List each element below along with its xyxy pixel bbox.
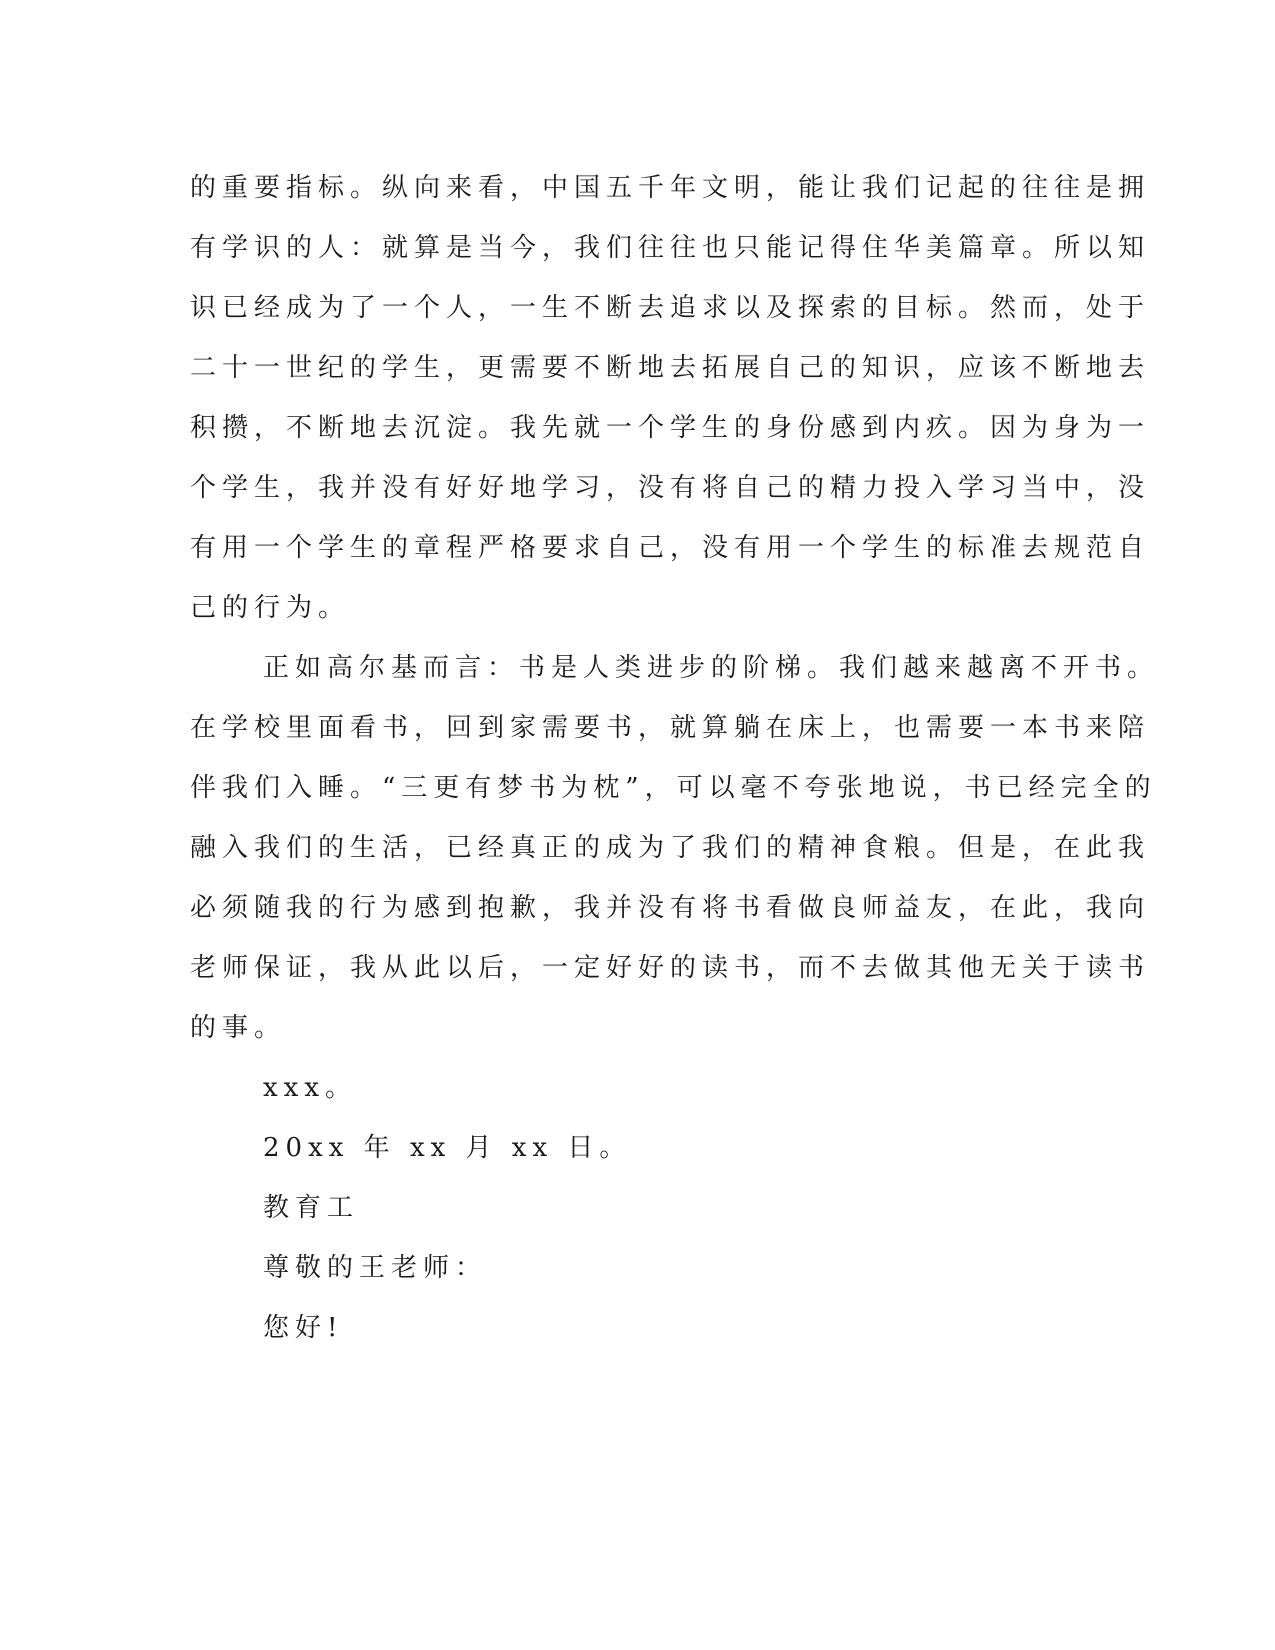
body-line: 个学生，我并没有好好地学习，没有将自己的精力投入学习当中，没	[190, 473, 1151, 503]
body-line: 伴我们入睡。“三更有梦书为枕”，可以毫不夸张地说，书已经完全的	[190, 773, 1157, 803]
body-line: 有学识的人：就算是当今，我们往往也只能记得住华美篇章。所以知	[190, 233, 1151, 263]
paragraph-start-line: 正如高尔基而言：书是人类进步的阶梯。我们越来越离不开书。	[263, 653, 1160, 683]
body-line: 识已经成为了一个人，一生不断去追求以及探索的目标。然而，处于	[190, 293, 1151, 323]
body-line: 融入我们的生活，已经真正的成为了我们的精神食粮。但是，在此我	[190, 833, 1151, 863]
body-line: 的事。	[190, 1013, 287, 1043]
document-body	[190, 158, 1160, 1358]
body-line: 二十一世纪的学生，更需要不断地去拓展自己的知识，应该不断地去	[190, 353, 1151, 383]
body-line: 必须随我的行为感到抱歉，我并没有将书看做良师益友，在此，我向	[190, 893, 1151, 923]
greeting: 您好!	[263, 1313, 344, 1343]
body-line: 有用一个学生的章程严格要求自己，没有用一个学生的标准去规范自	[190, 533, 1151, 563]
section-heading: 教育工	[263, 1193, 360, 1223]
body-line: 在学校里面看书，回到家需要书，就算躺在床上，也需要一本书来陪	[190, 713, 1151, 743]
body-line: 老师保证，我从此以后，一定好好的读书，而不去做其他无关于读书	[190, 953, 1151, 983]
body-line: 己的行为。	[190, 593, 351, 623]
body-line: 的重要指标。纵向来看，中国五千年文明，能让我们记起的往往是拥	[190, 173, 1151, 203]
signature-name: xxx。	[263, 1073, 357, 1103]
salutation: 尊敬的王老师：	[263, 1253, 488, 1283]
signature-date: 20xx 年 xx 月 xx 日。	[263, 1133, 632, 1163]
body-line: 积攒，不断地去沉淀。我先就一个学生的身份感到内疚。因为身为一	[190, 413, 1151, 443]
